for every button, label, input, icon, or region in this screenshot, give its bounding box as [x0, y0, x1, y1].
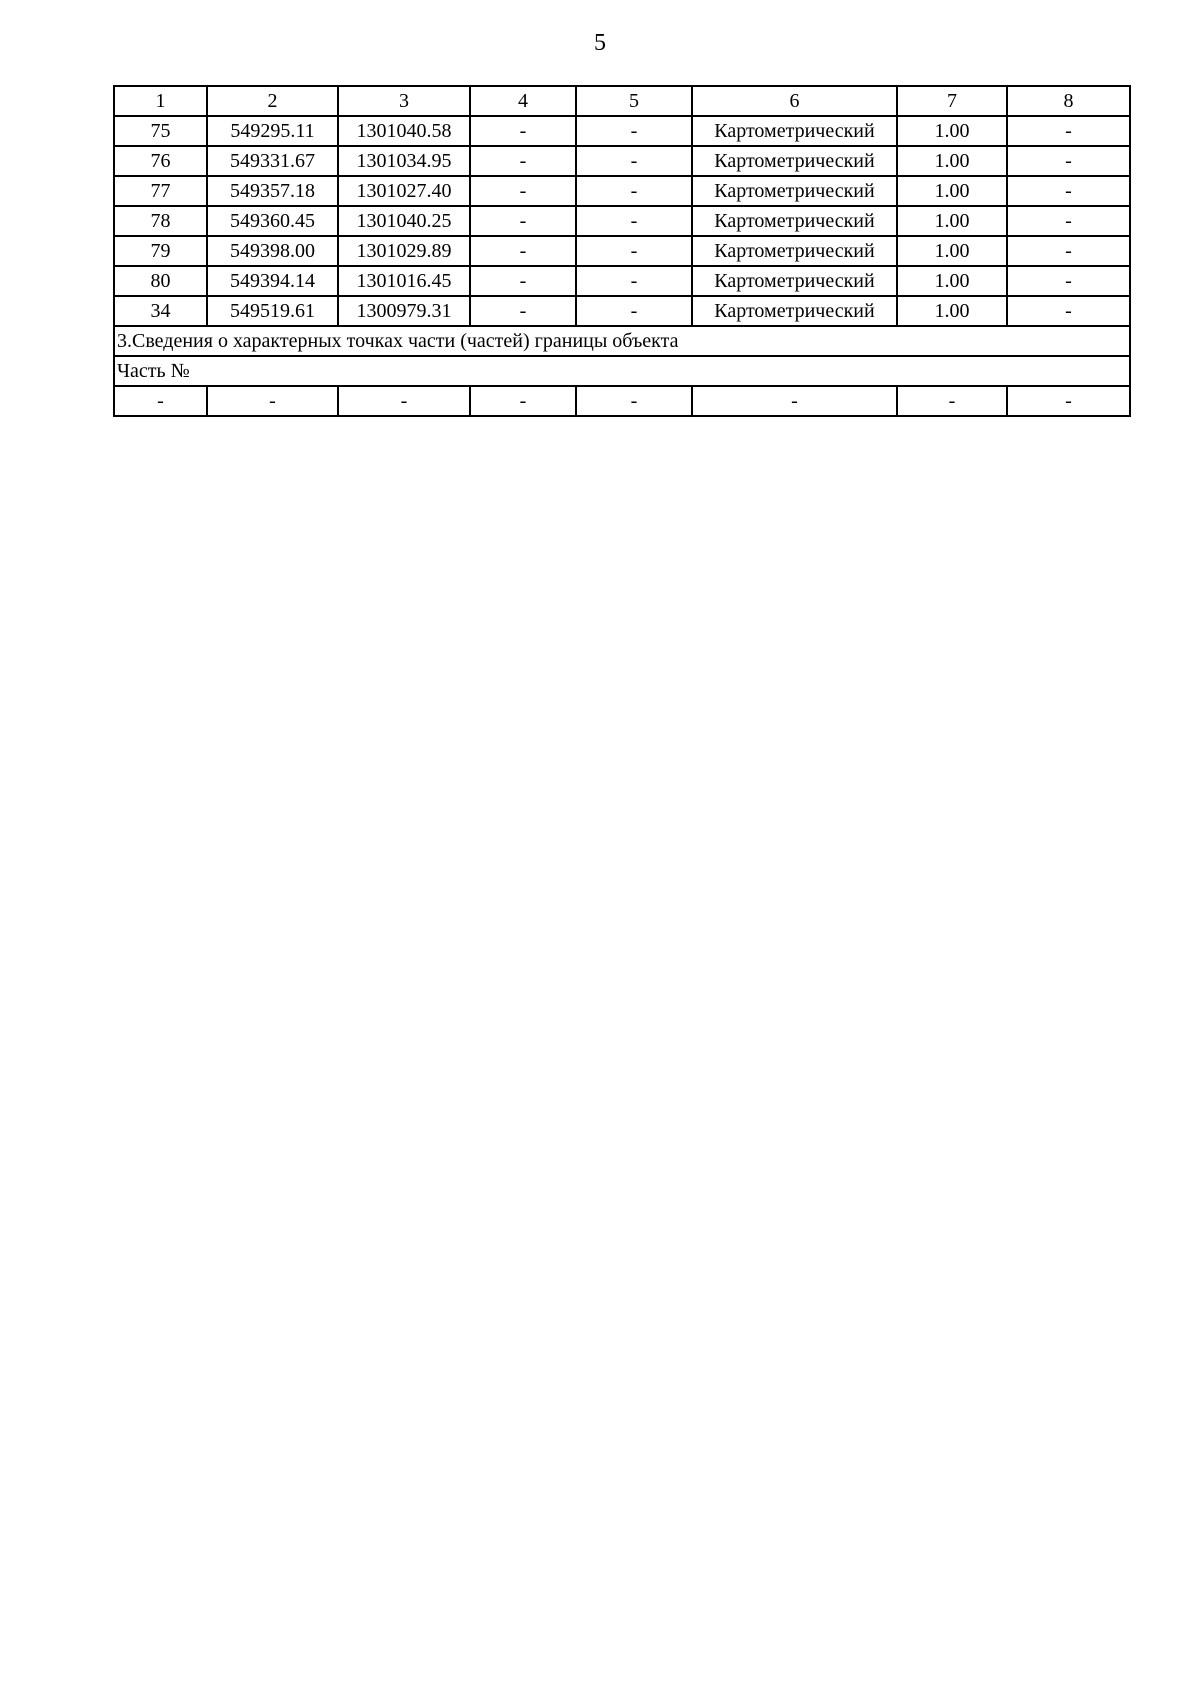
- table-cell: -: [1007, 176, 1130, 206]
- table-row: [114, 116, 1130, 146]
- table-cell: 80: [114, 266, 207, 296]
- table-cell: -: [1007, 206, 1130, 236]
- table-cell: 549357.18: [207, 176, 338, 206]
- table-body: [114, 86, 1130, 416]
- table-row: [114, 206, 1130, 236]
- table-cell: Картометрический: [692, 266, 897, 296]
- table-cell: Картометрический: [692, 146, 897, 176]
- header-cell: 6: [692, 86, 897, 116]
- page-number: 5: [594, 30, 606, 56]
- table-cell: Картометрический: [692, 296, 897, 326]
- table-cell: 1301040.25: [338, 206, 470, 236]
- table-cell: Картометрический: [692, 206, 897, 236]
- table-cell: -: [576, 236, 692, 266]
- table-cell: 549394.14: [207, 266, 338, 296]
- header-cell: 5: [576, 86, 692, 116]
- table-cell: -: [692, 386, 897, 416]
- empty-row: [114, 386, 1130, 416]
- table-cell: 549519.61: [207, 296, 338, 326]
- table-cell: 549360.45: [207, 206, 338, 236]
- table-cell: -: [114, 386, 207, 416]
- table-cell: -: [1007, 116, 1130, 146]
- header-cell: 3: [338, 86, 470, 116]
- table-cell: 79: [114, 236, 207, 266]
- table-cell: 1.00: [897, 146, 1007, 176]
- table-cell: -: [1007, 386, 1130, 416]
- table-header-row: [114, 86, 1130, 116]
- header-cell: 7: [897, 86, 1007, 116]
- table-cell: 75: [114, 116, 207, 146]
- part-label-row: [114, 356, 1130, 386]
- table-cell: -: [576, 266, 692, 296]
- table-cell: -: [207, 386, 338, 416]
- section-title-row: [114, 326, 1130, 356]
- table-cell: -: [470, 386, 576, 416]
- table-cell: -: [470, 296, 576, 326]
- table-cell: -: [576, 386, 692, 416]
- table-row: [114, 266, 1130, 296]
- section-title: 3.Сведения о характерных точках части (частей) границы объекта: [114, 326, 1130, 356]
- table-cell: 549398.00: [207, 236, 338, 266]
- table-cell: 1.00: [897, 236, 1007, 266]
- table-cell: 78: [114, 206, 207, 236]
- table-cell: -: [470, 116, 576, 146]
- table-cell: 1.00: [897, 206, 1007, 236]
- table-cell: -: [576, 296, 692, 326]
- table-cell: 34: [114, 296, 207, 326]
- header-cell: 1: [114, 86, 207, 116]
- coordinates-table: [113, 85, 1131, 417]
- table-cell: -: [576, 206, 692, 236]
- table-cell: -: [470, 176, 576, 206]
- table-cell: -: [1007, 146, 1130, 176]
- table-row: [114, 146, 1130, 176]
- table-cell: 76: [114, 146, 207, 176]
- table-cell: Картометрический: [692, 176, 897, 206]
- header-cell: 8: [1007, 86, 1130, 116]
- table-cell: 1.00: [897, 116, 1007, 146]
- table-cell: 1.00: [897, 296, 1007, 326]
- table-cell: -: [576, 176, 692, 206]
- table-cell: 1301034.95: [338, 146, 470, 176]
- table-cell: -: [1007, 236, 1130, 266]
- header-cell: 2: [207, 86, 338, 116]
- table-row: [114, 296, 1130, 326]
- table-cell: 77: [114, 176, 207, 206]
- table-cell: 1.00: [897, 266, 1007, 296]
- table-row: [114, 176, 1130, 206]
- table-cell: -: [470, 206, 576, 236]
- table-cell: Картометрический: [692, 116, 897, 146]
- table-cell: -: [338, 386, 470, 416]
- table-row: [114, 236, 1130, 266]
- table-cell: -: [576, 116, 692, 146]
- table-cell: -: [1007, 296, 1130, 326]
- table-cell: Картометрический: [692, 236, 897, 266]
- table-cell: -: [1007, 266, 1130, 296]
- table-cell: 549295.11: [207, 116, 338, 146]
- part-label: Часть №: [114, 356, 1130, 386]
- table-cell: -: [470, 236, 576, 266]
- table-cell: -: [470, 266, 576, 296]
- table-cell: 549331.67: [207, 146, 338, 176]
- table-cell: -: [576, 146, 692, 176]
- table-cell: -: [470, 146, 576, 176]
- table-cell: 1301027.40: [338, 176, 470, 206]
- table-cell: 1301016.45: [338, 266, 470, 296]
- table-cell: 1.00: [897, 176, 1007, 206]
- table-cell: -: [897, 386, 1007, 416]
- table-cell: 1301029.89: [338, 236, 470, 266]
- table-cell: 1300979.31: [338, 296, 470, 326]
- table-cell: 1301040.58: [338, 116, 470, 146]
- header-cell: 4: [470, 86, 576, 116]
